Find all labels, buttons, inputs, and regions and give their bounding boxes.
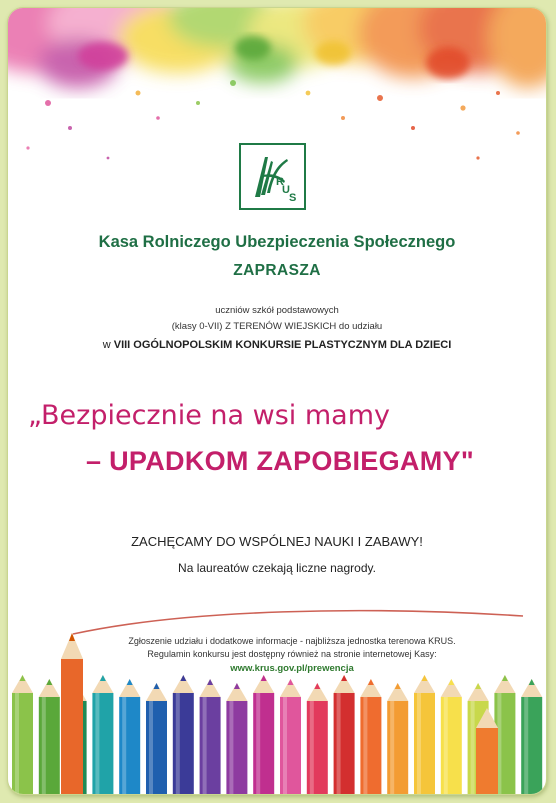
pencil-lead bbox=[207, 679, 213, 685]
pencil-lead bbox=[395, 683, 401, 689]
tall-pencil-body bbox=[61, 659, 83, 794]
pencil-lead bbox=[502, 675, 508, 681]
pencil-lead bbox=[341, 675, 347, 681]
organization-name: Kasa Rolniczego Ubezpieczenia Społecznego bbox=[98, 233, 456, 251]
pencil-lead bbox=[261, 675, 267, 681]
pencil-shine bbox=[363, 697, 367, 794]
footer-line-1: Zgłoszenie udziału i dodatkowe informacje - najbliższa jednostka terenowa KRUS. bbox=[128, 636, 456, 646]
pencil-shine bbox=[283, 697, 287, 794]
invites-heading: ZAPRASZA bbox=[233, 262, 321, 279]
pencil-lead bbox=[448, 679, 454, 685]
pencil-shine bbox=[471, 701, 475, 794]
pencil-shine bbox=[444, 697, 448, 794]
pencil-shine bbox=[42, 697, 46, 794]
pencil-lead bbox=[234, 683, 240, 689]
pencil-lead bbox=[154, 683, 160, 689]
pencil-shine bbox=[256, 693, 260, 794]
krus-emblem-icon bbox=[241, 145, 304, 208]
competition-prefix: w bbox=[102, 339, 111, 351]
pencil-shine bbox=[122, 697, 126, 794]
intro-line-2: (klasy 0-VII) Z TERENÓW WIEJSKICH do udziału bbox=[171, 321, 383, 332]
pencil-lead bbox=[475, 683, 481, 689]
pencil-lead bbox=[127, 679, 133, 685]
svg-text:U: U bbox=[282, 184, 290, 196]
competition-line bbox=[8, 339, 546, 351]
pencil-lead bbox=[422, 675, 428, 681]
pencil-shine bbox=[229, 701, 233, 794]
pencil-lead bbox=[288, 679, 294, 685]
pencil-shine bbox=[417, 693, 421, 794]
footer-line-2: Regulamin konkursu jest dostępny również na stronie internetowej Kasy: bbox=[147, 649, 437, 659]
pencil-lead bbox=[314, 683, 320, 689]
svg-text:S: S bbox=[289, 192, 297, 204]
encouragement-text: ZACHĘCAMY DO WSPÓLNEJ NAUKI I ZABAWY! bbox=[131, 534, 423, 549]
prizes-text: Na laureatów czekają liczne nagrody. bbox=[178, 561, 376, 575]
pencil-lead bbox=[46, 679, 52, 685]
krus-logo bbox=[239, 143, 306, 210]
svg-text:R: R bbox=[276, 176, 284, 188]
pencil-shine bbox=[390, 701, 394, 794]
pencil-shine bbox=[149, 701, 153, 794]
pencil-shine bbox=[337, 693, 341, 794]
intro-line-1: uczniów szkół podstawowych bbox=[215, 305, 339, 316]
slogan-line-1: „Bezpiecznie na wsi mamy bbox=[28, 400, 391, 431]
pencil-shine bbox=[95, 693, 99, 794]
competition-name: VIII OGÓLNOPOLSKIM KONKURSIE PLASTYCZNYM DLA DZIECI bbox=[113, 339, 452, 351]
website-link[interactable]: www.krus.gov.pl/prewencja bbox=[230, 663, 354, 674]
slogan-line-2: – UPADKOM ZAPOBIEGAMY" bbox=[86, 446, 474, 476]
poster bbox=[7, 7, 547, 795]
right-pencil-body bbox=[476, 728, 498, 794]
pencil-shine bbox=[310, 701, 314, 794]
pencil-shine bbox=[176, 693, 180, 794]
pencil-shine bbox=[15, 693, 19, 794]
pencil-lead bbox=[20, 675, 26, 681]
pencil-lead bbox=[180, 675, 186, 681]
pencil-lead bbox=[100, 675, 106, 681]
pencil-lead bbox=[529, 679, 535, 685]
pencil-lead bbox=[368, 679, 374, 685]
pencil-shine bbox=[203, 697, 207, 794]
pencil-shine bbox=[524, 697, 528, 794]
